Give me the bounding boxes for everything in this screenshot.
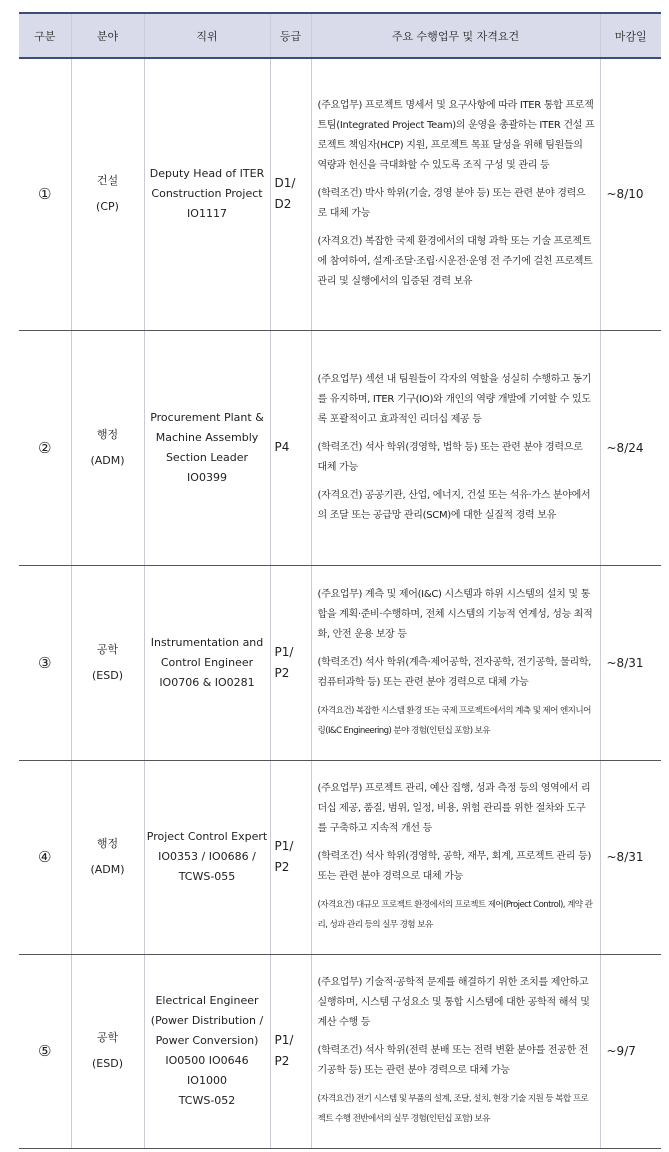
- field-code: (ESD): [92, 1057, 123, 1070]
- header-field: 분야: [71, 13, 144, 58]
- grade-line: P1/: [274, 1033, 294, 1047]
- main-duties: (주요업무) 섹션 내 팀원들이 각자의 역할을 성실히 수행하고 동기를 유지하며, ITER 기구(IO)와 개인의 역량 개발에 기여할 수 있도록 포괄적이고 효과적인 리더십 제공 등: [317, 373, 592, 425]
- position-line: (Power Distribution /: [150, 1014, 264, 1027]
- position-line: Construction Project: [151, 187, 263, 201]
- grade-line: P2: [274, 665, 290, 680]
- deadline: ~8/24: [600, 330, 661, 565]
- position-cell: [144, 330, 270, 565]
- qualification-requirement: (자격요건) 대규모 프로젝트 환경에서의 프로젝트 제어(Project Control), 계약 관리, 성과 관리 등의 실무 경험 보유: [317, 900, 593, 930]
- education-requirement: (학력조건) 석사 학위(계측·제어공학, 전자공학, 전기공학, 물리학, 컴퓨터과학 등) 또는 관련 분야 경력으로 대체 가능: [317, 656, 592, 688]
- grade-cell: [270, 330, 311, 565]
- grade-line: P1/: [274, 644, 294, 659]
- header-position: 직위: [144, 13, 270, 58]
- row-number: ①: [19, 58, 71, 330]
- field-cell: [71, 565, 144, 760]
- main-duties: (주요업무) 계측 및 제어(I&C) 시스템과 하위 시스템의 설치 및 통합을 계획·준비·수행하며, 전체 시스템의 기능적 연계성, 성능 최적화, 안전 운용 보장 등: [317, 588, 593, 640]
- field-name: 공학: [96, 642, 119, 656]
- position-cell: [144, 760, 270, 954]
- grade-line: P2: [274, 1054, 290, 1068]
- grade-cell: [270, 565, 311, 760]
- position-cell: [144, 954, 270, 1148]
- qualification-requirement: (자격요건) 공공기관, 산업, 에너지, 건설 또는 석유·가스 분야에서의 조달 또는 공급망 관리(SCM)에 대한 실질적 경력 보유: [317, 489, 591, 521]
- education-requirement: (학력조건) 박사 학위(기술, 경영 분야 등) 또는 관련 분야 경력으로 대체 가능: [317, 188, 586, 220]
- main-duties: (주요업무) 기술적·공학적 문제를 해결하기 위한 조치를 제안하고 실행하며, 시스템 구성요소 및 통합 시스템에 대한 공학적 해석 및 계산 수행 등: [317, 977, 590, 1028]
- grade-cell: [270, 760, 311, 954]
- field-code: (ESD): [92, 668, 123, 682]
- duties-cell: [311, 58, 600, 330]
- duties-cell: [311, 565, 600, 760]
- field-cell: [71, 330, 144, 565]
- row-number: ②: [19, 330, 71, 565]
- position-line: Deputy Head of ITER: [149, 167, 265, 181]
- main-duties: (주요업무) 프로젝트 관리, 예산 집행, 성과 측정 등의 영역에서 리더십 제공, 품질, 범위, 일정, 비용, 위험 관리를 위한 절차와 도구를 구축하고 지속적 개선 등: [317, 783, 591, 834]
- field-name: 행정: [96, 427, 119, 441]
- header-grade: 등급: [270, 13, 311, 58]
- field-name: 공학: [96, 1031, 119, 1044]
- table-row: [19, 58, 661, 330]
- header-duties: 주요 수행업무 및 자격요건: [311, 13, 600, 58]
- duties-cell: [311, 954, 600, 1148]
- position-line: Procurement Plant &: [150, 410, 264, 424]
- position-line: TCWS-052: [178, 1094, 236, 1107]
- deadline: ~9/7: [600, 954, 661, 1148]
- field-name: 행정: [96, 837, 119, 850]
- education-requirement: (학력조건) 석사 학위(경영학, 법학 등) 또는 관련 분야 경력으로 대체 가능: [317, 441, 583, 473]
- position-line: Machine Assembly: [155, 430, 259, 444]
- field-cell: [71, 760, 144, 954]
- education-requirement: (학력조건) 석사 학위(전력 분배 또는 전력 변환 분야를 전공한 전기공학 등) 또는 관련 분야 경력으로 대체 가능: [317, 1045, 589, 1076]
- header-deadline: 마감일: [600, 13, 661, 58]
- position-line: Project Control Expert: [146, 830, 268, 843]
- qualification-requirement: (자격요건) 전기 시스템 및 부품의 설계, 조달, 설치, 현장 기술 지원 등 복합 프로젝트 수행 전반에서의 실무 경험(인턴십 포함) 보유: [317, 1094, 589, 1124]
- position-line: IO0500 IO0646 IO1000: [165, 1054, 249, 1087]
- deadline: ~8/10: [600, 58, 661, 330]
- qualification-requirement: (자격요건) 복잡한 시스템 환경 또는 국제 프로젝트에서의 계측 및 제어 엔지니어링(I&C Engineering) 분야 경험(인턴십 포함) 보유: [317, 705, 591, 736]
- table-header-row: [19, 13, 661, 58]
- position-line: IO0706 & IO0281: [159, 675, 255, 689]
- table-row: [19, 954, 661, 1148]
- field-name: 건설: [96, 174, 119, 188]
- duties-cell: [311, 330, 600, 565]
- table-row: [19, 760, 661, 954]
- field-code: (ADM): [90, 863, 125, 876]
- field-cell: [71, 954, 144, 1148]
- field-code: (ADM): [90, 453, 125, 467]
- position-line: IO0353 / IO0686 /: [158, 850, 256, 863]
- position-line: Electrical Engineer: [155, 994, 259, 1007]
- row-number: ④: [19, 760, 71, 954]
- grade-line: P2: [274, 860, 290, 874]
- position-line: Control Engineer: [160, 655, 254, 669]
- main-duties: (주요업무) 프로젝트 명세서 및 요구사항에 따라 ITER 통합 프로젝트팀(Integrated Project Team)의 운영을 총괄하는 ITER 건설 프로젝트 책임자(HCP) 지원, 프로젝트 목표 달성을 위해 팀원들의 역량과 헌신을 극대화할 수 있도록 조직 구성 및 관리 등: [317, 100, 595, 172]
- deadline: ~8/31: [600, 565, 661, 760]
- field-cell: [71, 58, 144, 330]
- grade-cell: [270, 954, 311, 1148]
- row-number: ⑤: [19, 954, 71, 1148]
- grade-cell: [270, 58, 311, 330]
- field-code: (CP): [96, 200, 119, 214]
- grade-line: P1/: [274, 839, 294, 853]
- position-line: IO1117: [187, 207, 227, 221]
- header-category: 구분: [19, 13, 71, 58]
- position-line: Instrumentation and: [150, 635, 264, 649]
- position-cell: [144, 565, 270, 760]
- table-row: [19, 330, 661, 565]
- position-line: Section Leader IO0399: [165, 450, 249, 484]
- table-row: [19, 565, 661, 760]
- recruitment-table: [19, 12, 661, 1149]
- grade-line: D1/: [274, 176, 296, 191]
- duties-cell: [311, 760, 600, 954]
- qualification-requirement: (자격요건) 복잡한 국제 환경에서의 대형 과학 또는 기술 프로젝트에 참여하여, 설계·조달·조립·시운전·운영 전 주기에 걸친 프로젝트 관리 및 실행에서의 입증된 경력 보유: [317, 236, 593, 288]
- education-requirement: (학력조건) 석사 학위(경영학, 공학, 재무, 회계, 프로젝트 관리 등) 또는 관련 분야 경력으로 대체 가능: [317, 851, 592, 882]
- row-number: ③: [19, 565, 71, 760]
- deadline: ~8/31: [600, 760, 661, 954]
- position-line: Power Conversion): [155, 1034, 259, 1047]
- position-line: TCWS-055: [178, 870, 236, 883]
- grade-line: D2: [274, 197, 292, 212]
- grade-line: P4: [274, 440, 290, 454]
- position-cell: [144, 58, 270, 330]
